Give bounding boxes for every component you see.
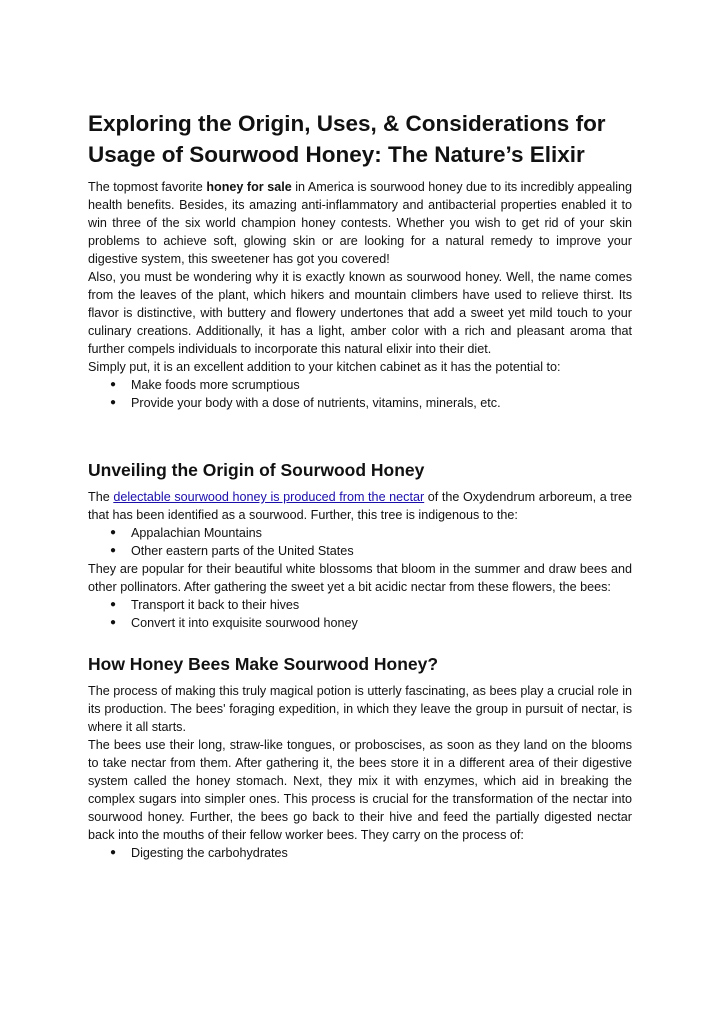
honey-for-sale-bold: honey for sale — [206, 180, 292, 194]
bullet-icon: ● — [110, 617, 117, 628]
list-item: ● Convert it into exquisite sourwood honey — [110, 616, 358, 630]
intro-paragraph-1 — [88, 178, 632, 268]
origin-paragraph-1: The delectable sourwood honey is produced from the nectar of the Oxydendrum arboreum, a tree that has been identified as a sourwood. Further, this tree is indigenous to the: — [88, 490, 633, 522]
list-item: ● Digesting the carbohydrates — [110, 846, 288, 860]
document-page — [88, 108, 632, 862]
origin-bullet-list-1 — [88, 524, 632, 560]
intro-paragraph-2: Also, you must be wondering why it is exactly known as sourwood honey. Well, the name comes from the leaves of the plant, which hikers and mountain climbers have used to relieve thirst. Its flavor is distinctive, with buttery and flowery undertones that add a sweet yet mild touch to your culinary creations. Additionally, it has a light, amber color with a rich and pleasant aroma that further compels individuals to incorporate this natural elixir into their diet. — [88, 270, 632, 356]
bullet-icon: ● — [110, 397, 117, 408]
intro-text-start: The topmost favorite — [88, 180, 207, 194]
section-heading-origin: Unveiling the Origin of Sourwood Honey — [88, 460, 425, 480]
list-item: ● Provide your body with a dose of nutrients, vitamins, minerals, etc. — [110, 396, 501, 410]
bullet-icon: ● — [110, 545, 117, 556]
list-item: ● Other eastern parts of the United States — [110, 544, 354, 558]
section-heading-bees: How Honey Bees Make Sourwood Honey? — [88, 654, 439, 674]
bees-paragraph-1: The process of making this truly magical potion is utterly fascinating, as bees play a crucial role in its production. The bees' foraging expedition, in which they leave the group in pursuit of nectar, is where it all starts. — [88, 684, 632, 734]
intro-paragraph-3: Simply put, it is an excellent addition to your kitchen cabinet as it has the potential to: — [88, 360, 561, 374]
bullet-icon: ● — [110, 379, 117, 390]
bees-paragraph-2: The bees use their long, straw-like tongues, or proboscises, as soon as they land on the blooms to take nectar from them. After gathering it, the bees store it in a different area of their digestive system called the honey stomach. Next, they mix it with enzymes, which aid in breaking the complex sugars into simpler ones. This process is crucial for the transformation of the nectar into sourwood honey. Further, the bees go back to their hive and feed the partially digested nectar back into the mouths of their fellow worker bees. They carry on the process of: — [88, 738, 632, 842]
sourwood-nectar-link[interactable]: delectable sourwood honey is produced from the nectar — [113, 490, 425, 504]
intro-bullet-list — [88, 376, 632, 412]
page-title: Exploring the Origin, Uses, & Considerations for Usage of Sourwood Honey: The Nature’s Elixir — [88, 111, 606, 167]
bullet-icon: ● — [110, 527, 117, 538]
intro-text-end: in America is sourwood honey due to its incredibly appealing health benefits. Besides, its amazing anti-inflammatory and antibacterial properties enabled it to win three of the six world champion honey contests. Whether you wish to get rid of your skin problems to achieve soft, glowing skin or are looking for a natural remedy to improve your digestive system, this sweetener has got you covered! — [88, 180, 632, 266]
bullet-icon: ● — [110, 847, 117, 858]
list-item: ● Appalachian Mountains — [110, 526, 262, 540]
origin-bullet-list-2 — [88, 596, 632, 632]
list-item: ● Make foods more scrumptious — [110, 378, 300, 392]
list-item: ● Transport it back to their hives — [110, 598, 300, 612]
bees-bullet-list — [88, 844, 632, 862]
origin-paragraph-2: They are popular for their beautiful white blossoms that bloom in the summer and draw bees and other pollinators. After gathering the sweet yet a bit acidic nectar from these flowers, the bees: — [88, 562, 632, 594]
bullet-icon: ● — [110, 599, 117, 610]
